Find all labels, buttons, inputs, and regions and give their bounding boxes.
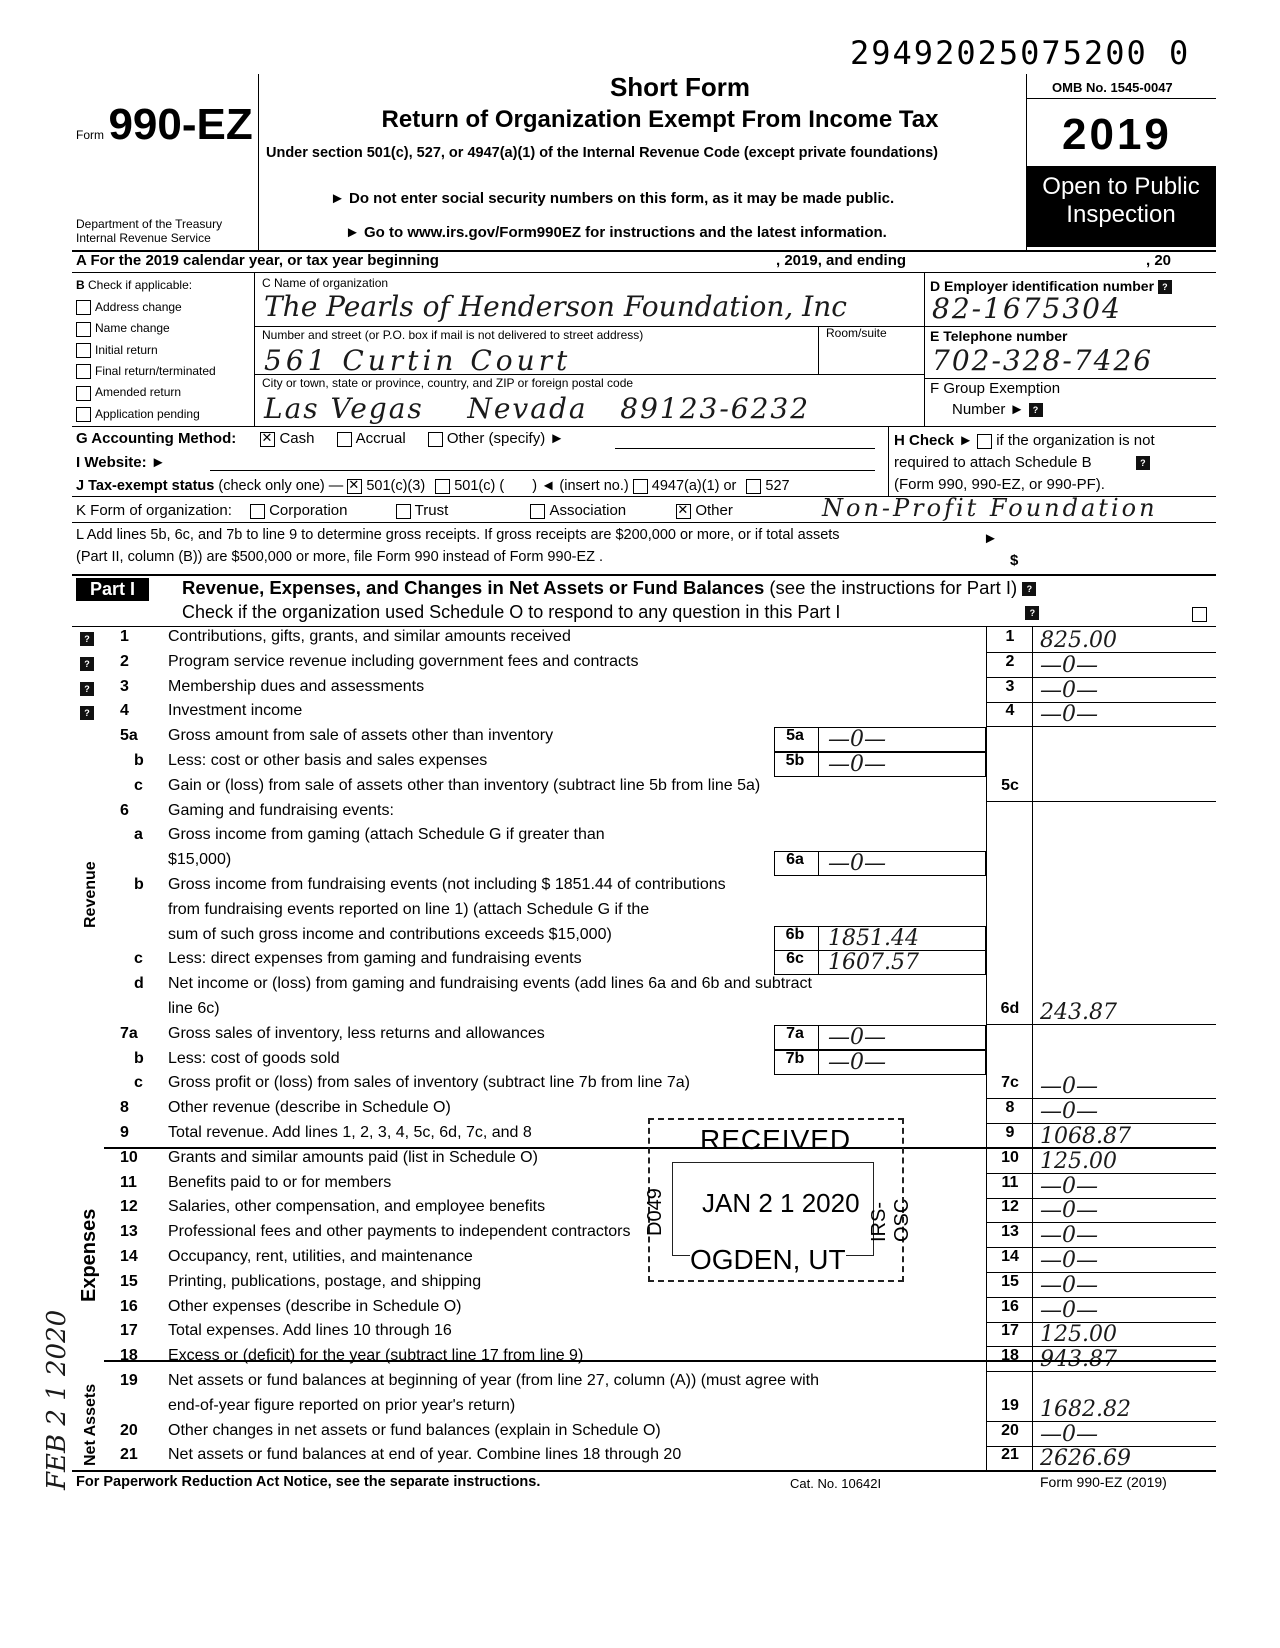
footer-cat: Cat. No. 10642I bbox=[790, 1476, 882, 1491]
inner-box-label: 6c bbox=[786, 950, 804, 968]
help-icon: ? bbox=[1158, 280, 1172, 294]
applicable-label: Name change bbox=[95, 321, 170, 336]
applicable-item bbox=[76, 407, 216, 422]
line-number: 5a bbox=[120, 727, 138, 745]
title-short: Short Form bbox=[609, 72, 751, 102]
line-sub-letter: d bbox=[134, 975, 144, 993]
line-box-label: 16 bbox=[1001, 1297, 1019, 1315]
notice-ssn: ► Do not enter social security numbers on this form, as it may be made public. bbox=[330, 190, 895, 207]
line-amount-field[interactable]: 1682.82 bbox=[1040, 1396, 1131, 1422]
line-description: Total revenue. Add lines 1, 2, 3, 4, 5c, 6d, 7c, and 8 bbox=[168, 1124, 532, 1141]
tax-year: 2019 bbox=[1062, 110, 1172, 159]
table-row bbox=[0, 1074, 1280, 1098]
501c3-checkbox[interactable] bbox=[347, 479, 362, 494]
table-row bbox=[0, 1223, 1280, 1247]
cash-checkbox[interactable] bbox=[260, 432, 275, 447]
line-sub-letter: a bbox=[134, 826, 143, 844]
dept-treasury: Department of the Treasury Internal Revenue Service bbox=[76, 217, 223, 245]
applicable-item bbox=[76, 385, 216, 400]
line-number: 4 bbox=[120, 702, 129, 720]
table-row bbox=[0, 1124, 1280, 1148]
table-row bbox=[0, 653, 1280, 677]
501c-checkbox[interactable] bbox=[435, 479, 450, 494]
line-description: Gain or (loss) from sale of assets other than inventory (subtract line 5b from line 5a) bbox=[168, 776, 761, 794]
form-label: Form bbox=[76, 128, 104, 142]
inner-box-label: 7a bbox=[786, 1024, 804, 1042]
line-description: Occupancy, rent, utilities, and maintenance bbox=[168, 1248, 473, 1265]
table-row bbox=[0, 1050, 1280, 1074]
table-row bbox=[0, 628, 1280, 652]
inner-amount-field[interactable]: 1851.44 bbox=[828, 925, 919, 951]
side-label-net-assets: Net Assets bbox=[82, 1383, 99, 1466]
line-box-label: 13 bbox=[1001, 1223, 1019, 1241]
line-description: Less: cost or other basis and sales expenses bbox=[168, 752, 488, 769]
org-name-label: C Name of organization bbox=[262, 276, 389, 290]
line-amount-field[interactable]: —0— bbox=[1040, 1074, 1098, 1100]
table-row bbox=[0, 702, 1280, 726]
line-box-label: 1 bbox=[1005, 628, 1015, 645]
telephone-value: 702-328-7426 bbox=[932, 344, 1154, 377]
line-box-label: 7c bbox=[1001, 1074, 1019, 1092]
line-i: I Website: ► bbox=[76, 454, 166, 471]
line-number: 17 bbox=[120, 1322, 138, 1340]
help-icon: ? bbox=[1025, 606, 1039, 620]
group-exemption-label: F Group Exemption Number ► ? bbox=[930, 380, 1061, 418]
line-amount-field[interactable]: —0— bbox=[1040, 1421, 1098, 1447]
help-icon: ? bbox=[1136, 456, 1150, 470]
line-amount-field[interactable]: 1068.87 bbox=[1040, 1124, 1131, 1149]
line-description: sum of such gross income and contributions exceeds $15,000) bbox=[168, 925, 612, 943]
other-form-checkbox[interactable] bbox=[676, 504, 691, 519]
applicable-label: Application pending bbox=[95, 406, 200, 421]
table-row bbox=[0, 1446, 1280, 1470]
line-box-label: 12 bbox=[1001, 1198, 1019, 1216]
omb-number: OMB No. 1545-0047 bbox=[1052, 80, 1173, 95]
help-icon: ? bbox=[1029, 403, 1043, 417]
line-sub-letter: c bbox=[134, 950, 143, 968]
table-row bbox=[0, 1198, 1280, 1222]
schedule-o-checkbox[interactable] bbox=[1192, 607, 1207, 622]
section-b: B Check if applicable: Address change Name change Initial return Final return/terminated Amended return Application pending bbox=[76, 278, 216, 421]
applicable-item bbox=[76, 300, 216, 315]
table-row bbox=[0, 1000, 1280, 1024]
org-name-value: The Pearls of Henderson Foundation, Inc bbox=[264, 290, 847, 323]
table-row bbox=[0, 876, 1280, 900]
other-method-checkbox[interactable] bbox=[428, 432, 443, 447]
line-number: 19 bbox=[120, 1372, 138, 1389]
line-description: Membership dues and assessments bbox=[168, 677, 425, 695]
line-description: Investment income bbox=[168, 702, 303, 720]
footer-form: Form 990-EZ (2019) bbox=[1040, 1474, 1167, 1490]
applicable-checkbox[interactable] bbox=[76, 322, 91, 337]
line-box-label: 5c bbox=[1001, 776, 1019, 794]
line-description: Net assets or fund balances at beginning of year (from line 27, column (A)) (must agree with bbox=[168, 1372, 819, 1389]
line-description: Total expenses. Add lines 10 through 16 bbox=[168, 1322, 452, 1340]
line-description: Gross sales of inventory, less returns and allowances bbox=[168, 1024, 545, 1042]
table-row bbox=[0, 752, 1280, 776]
line-number: 21 bbox=[120, 1446, 138, 1464]
line-box-label: 2 bbox=[1005, 652, 1015, 670]
applicable-checkbox[interactable] bbox=[76, 407, 91, 422]
part1-title: Revenue, Expenses, and Changes in Net Assets or Fund Balances (see the instructions for Part I) ? bbox=[182, 577, 1036, 599]
line-description: Salaries, other compensation, and employee benefits bbox=[168, 1198, 546, 1216]
footer-paperwork: For Paperwork Reduction Act Notice, see the separate instructions. bbox=[76, 1474, 541, 1490]
table-row bbox=[0, 1397, 1280, 1421]
line-description: Less: direct expenses from gaming and fundraising events bbox=[168, 950, 582, 968]
applicable-label: Amended return bbox=[95, 385, 182, 400]
table-row bbox=[0, 678, 1280, 702]
applicable-item bbox=[76, 364, 216, 379]
table-row bbox=[0, 1099, 1280, 1123]
line-description: Contributions, gifts, grants, and similar amounts received bbox=[168, 628, 571, 645]
line-h: H Check ► if the organization is not required to attach Schedule B ? (Form 990, 990-EZ, or 990-PF). bbox=[894, 432, 1155, 493]
notice-website: ► Go to www.irs.gov/Form990EZ for instructions and the latest information. bbox=[345, 224, 887, 241]
open-public-box: Open to Public Inspection bbox=[1026, 167, 1216, 247]
form-number-block bbox=[76, 100, 253, 150]
line-amount-field[interactable]: 825.00 bbox=[1040, 628, 1117, 653]
table-row bbox=[0, 851, 1280, 875]
line-k: K Form of organization: Corporation Trust Association ✕ Other bbox=[76, 502, 733, 519]
line-amount-field[interactable]: —0— bbox=[1040, 1248, 1098, 1273]
street-value: 561 Curtin Court bbox=[264, 344, 572, 377]
line-number: 20 bbox=[120, 1421, 138, 1439]
corporation-checkbox[interactable] bbox=[250, 504, 265, 519]
line-box-label: 4 bbox=[1005, 702, 1015, 720]
table-row bbox=[0, 1025, 1280, 1049]
line-amount-field[interactable]: 125.00 bbox=[1040, 1322, 1117, 1348]
line-number: 3 bbox=[120, 677, 129, 695]
line-description: Other changes in net assets or fund balances (explain in Schedule O) bbox=[168, 1421, 661, 1439]
subtitle: Under section 501(c), 527, or 4947(a)(1) of the Internal Revenue Code (except private foundations) bbox=[266, 145, 938, 161]
inner-box-label: 5b bbox=[785, 752, 805, 769]
table-row bbox=[0, 1422, 1280, 1446]
line-number: 1 bbox=[120, 628, 129, 645]
inner-amount-field[interactable]: —0— bbox=[828, 1049, 886, 1075]
inner-amount-field[interactable]: —0— bbox=[828, 851, 886, 877]
line-description: Other expenses (describe in Schedule O) bbox=[168, 1297, 462, 1315]
table-row bbox=[0, 777, 1280, 801]
line-description: Other revenue (describe in Schedule O) bbox=[168, 1099, 451, 1117]
line-amount-field[interactable]: —0— bbox=[1040, 1272, 1098, 1298]
line-description: Professional fees and other payments to independent contractors bbox=[168, 1223, 631, 1241]
applicable-checkbox[interactable] bbox=[76, 300, 91, 315]
line-sub-letter: b bbox=[134, 752, 144, 769]
inner-amount-field[interactable]: —0— bbox=[828, 1024, 886, 1050]
line-box-label: 10 bbox=[1001, 1148, 1019, 1166]
table-row bbox=[0, 901, 1280, 925]
inner-box-label: 6b bbox=[785, 925, 805, 943]
association-checkbox[interactable] bbox=[530, 504, 545, 519]
city-value: Las Vegas Nevada 89123-6232 bbox=[264, 392, 811, 425]
line-description: Program service revenue including government fees and contracts bbox=[168, 652, 639, 670]
title-main: Return of Organization Exempt From Income Tax bbox=[381, 106, 939, 133]
line-description: $15,000) bbox=[168, 851, 232, 869]
applicable-checkbox[interactable] bbox=[76, 343, 91, 358]
line-number: 13 bbox=[120, 1223, 138, 1241]
line-description: Grants and similar amounts paid (list in Schedule O) bbox=[168, 1148, 538, 1166]
line-amount-field[interactable]: 243.87 bbox=[1040, 1000, 1117, 1025]
table-row bbox=[0, 950, 1280, 974]
line-description: end-of-year figure reported on prior year's return) bbox=[168, 1396, 516, 1414]
dln-number: 29492025075200 0 bbox=[850, 34, 1191, 72]
form-number: 990-EZ bbox=[108, 100, 253, 149]
line-l-arrow: ► bbox=[983, 530, 998, 547]
line-description: line 6c) bbox=[168, 1000, 220, 1017]
line-description: Gross profit or (loss) from sales of inventory (subtract line 7b from line 7a) bbox=[168, 1074, 690, 1092]
street-label: Number and street (or P.O. box if mail is not delivered to street address) bbox=[262, 328, 644, 342]
line-amount-field[interactable]: —0— bbox=[1040, 1099, 1098, 1125]
ein-value: 82-1675304 bbox=[932, 292, 1122, 325]
line-amount-field[interactable]: 943.87 bbox=[1040, 1347, 1117, 1373]
line-amount-field[interactable]: 125.00 bbox=[1040, 1148, 1117, 1174]
applicable-label: Address change bbox=[95, 300, 182, 314]
applicable-checkbox[interactable] bbox=[76, 386, 91, 401]
line-amount-field[interactable]: —0— bbox=[1040, 652, 1098, 678]
line-box-label: 6d bbox=[1000, 1000, 1020, 1017]
line-number: 16 bbox=[120, 1297, 138, 1315]
part1-tag: Part I bbox=[76, 578, 149, 601]
line-box-label: 20 bbox=[1001, 1421, 1019, 1439]
help-icon[interactable]: ? bbox=[80, 682, 94, 696]
table-row bbox=[0, 1149, 1280, 1173]
line-description: Net income or (loss) from gaming and fundraising events (add lines 6a and 6b and subtract bbox=[168, 975, 812, 993]
line-number: 15 bbox=[120, 1272, 138, 1290]
table-row bbox=[0, 1174, 1280, 1198]
line-number: 8 bbox=[120, 1099, 129, 1117]
line-number: 7a bbox=[120, 1024, 138, 1042]
line-description: from fundraising events reported on line 1) (attach Schedule G if the bbox=[168, 900, 650, 918]
line-j: J Tax-exempt status (check only one) — ✕ 501(c)(3) 501(c) ( ) ◄ (insert no.) 4947(a)(1) or 527 bbox=[76, 478, 790, 494]
line-box-label: 3 bbox=[1005, 677, 1015, 695]
line-description: Gross income from fundraising events (not including $ 1851.44 of contributions bbox=[168, 876, 726, 893]
line-box-label: 19 bbox=[1001, 1396, 1019, 1414]
inner-amount-field[interactable]: —0— bbox=[828, 752, 886, 777]
table-row bbox=[0, 975, 1280, 999]
table-row bbox=[0, 1273, 1280, 1297]
line-description: Printing, publications, postage, and shipping bbox=[168, 1272, 482, 1290]
line-sub-letter: c bbox=[134, 776, 143, 794]
table-row bbox=[0, 802, 1280, 826]
other-form-value: Non-Profit Foundation bbox=[822, 494, 1158, 522]
table-row bbox=[0, 1298, 1280, 1322]
inner-box-label: 5a bbox=[786, 727, 804, 745]
line-box-label: 15 bbox=[1001, 1272, 1019, 1290]
telephone-label: E Telephone number bbox=[930, 328, 1068, 344]
accrual-checkbox[interactable] bbox=[337, 432, 352, 447]
line-number: 6 bbox=[120, 801, 129, 819]
line-amount-field[interactable]: —0— bbox=[1040, 1223, 1098, 1249]
line-description: Gaming and fundraising events: bbox=[168, 801, 394, 819]
city-label: City or town, state or province, country, and ZIP or foreign postal code bbox=[262, 376, 634, 390]
line-box-label: 14 bbox=[1001, 1248, 1019, 1265]
table-row bbox=[0, 1248, 1280, 1272]
line-description: Gross amount from sale of assets other than inventory bbox=[168, 727, 554, 745]
line-number: 12 bbox=[120, 1198, 138, 1216]
line-l: L Add lines 5b, 6c, and 7b to line 9 to determine gross receipts. If gross receipts are $200,000 or more, or if total assets (Part II, column (B)) are $500,000 or more, file Form 990 instead of Form 990-EZ . bbox=[76, 527, 840, 565]
table-row bbox=[0, 1372, 1280, 1396]
line-number: 9 bbox=[120, 1124, 129, 1141]
line-box-label: 8 bbox=[1005, 1099, 1015, 1117]
help-icon[interactable]: ? bbox=[80, 632, 94, 646]
help-icon[interactable]: ? bbox=[80, 657, 94, 671]
applicable-checkbox[interactable] bbox=[76, 364, 91, 379]
help-icon[interactable]: ? bbox=[80, 706, 94, 720]
inner-box-label: 7b bbox=[785, 1049, 805, 1067]
line-g: G Accounting Method: ✕ Cash Accrual Other (specify) ► bbox=[76, 430, 564, 447]
applicable-label: Initial return bbox=[95, 342, 158, 357]
inner-amount-field[interactable]: 1607.57 bbox=[828, 950, 919, 976]
line-amount-field[interactable]: —0— bbox=[1040, 1173, 1098, 1199]
line-box-label: 17 bbox=[1001, 1322, 1019, 1340]
line-box-label: 11 bbox=[1001, 1173, 1019, 1191]
table-row bbox=[0, 826, 1280, 850]
line-sub-letter: b bbox=[134, 1049, 144, 1067]
line-description: Net assets or fund balances at end of year. Combine lines 18 through 20 bbox=[168, 1446, 682, 1464]
line-number: 10 bbox=[120, 1148, 138, 1166]
line-description: Gross income from gaming (attach Schedule G if greater than bbox=[168, 826, 605, 844]
line-description: Benefits paid to or for members bbox=[168, 1173, 392, 1191]
side-date-stamp: FEB 2 1 2020 bbox=[42, 1309, 72, 1490]
side-label-revenue: Revenue bbox=[82, 861, 99, 928]
line-number: 2 bbox=[120, 652, 129, 670]
inner-amount-field[interactable]: —0— bbox=[828, 727, 886, 753]
table-row bbox=[0, 727, 1280, 751]
room-label: Room/suite bbox=[826, 326, 887, 340]
applicable-item bbox=[76, 343, 216, 358]
line-amount-field[interactable]: —0— bbox=[1040, 1198, 1098, 1224]
4947-checkbox[interactable] bbox=[633, 479, 648, 494]
line-box-label: 21 bbox=[1001, 1446, 1019, 1464]
line-box-label: 18 bbox=[1001, 1347, 1019, 1365]
line-description: Less: cost of goods sold bbox=[168, 1049, 340, 1067]
line-amount-field[interactable]: —0— bbox=[1040, 702, 1098, 728]
line-amount-field[interactable]: —0— bbox=[1040, 677, 1098, 703]
inner-box-label: 6a bbox=[786, 851, 804, 869]
table-row bbox=[0, 1322, 1280, 1346]
table-row bbox=[0, 926, 1280, 950]
trust-checkbox[interactable] bbox=[396, 504, 411, 519]
line-sub-letter: b bbox=[134, 876, 144, 893]
line-l-dollar: $ bbox=[1010, 552, 1019, 569]
line-sub-letter: c bbox=[134, 1074, 143, 1092]
line-description: Excess or (deficit) for the year (subtract line 17 from line 9) bbox=[168, 1347, 584, 1365]
side-label-expenses: Expenses bbox=[78, 1208, 100, 1302]
applicable-label: Final return/terminated bbox=[95, 363, 216, 378]
line-amount-field[interactable]: 2626.69 bbox=[1040, 1446, 1131, 1472]
line-number: 14 bbox=[120, 1248, 138, 1265]
line-a: A For the 2019 calendar year, or tax year beginning , 2019, and ending , 20 bbox=[76, 252, 1172, 269]
ein-label: D Employer identification number ? bbox=[930, 278, 1172, 294]
line-box-label: 9 bbox=[1005, 1124, 1015, 1141]
applicable-item bbox=[76, 321, 216, 336]
schedule-o-check: Check if the organization used Schedule O to respond to any question in this Part I ? bbox=[182, 602, 1039, 623]
line-number: 11 bbox=[120, 1173, 137, 1191]
received-stamp: RECEIVED JAN 2 1 2020 OGDEN, UT D049 IRS-OSC bbox=[648, 1118, 904, 1282]
help-icon: ? bbox=[1022, 582, 1036, 596]
schedule-b-checkbox[interactable] bbox=[977, 434, 992, 449]
line-amount-field[interactable]: —0— bbox=[1040, 1297, 1098, 1323]
527-checkbox[interactable] bbox=[746, 479, 761, 494]
line-number: 18 bbox=[120, 1347, 138, 1365]
